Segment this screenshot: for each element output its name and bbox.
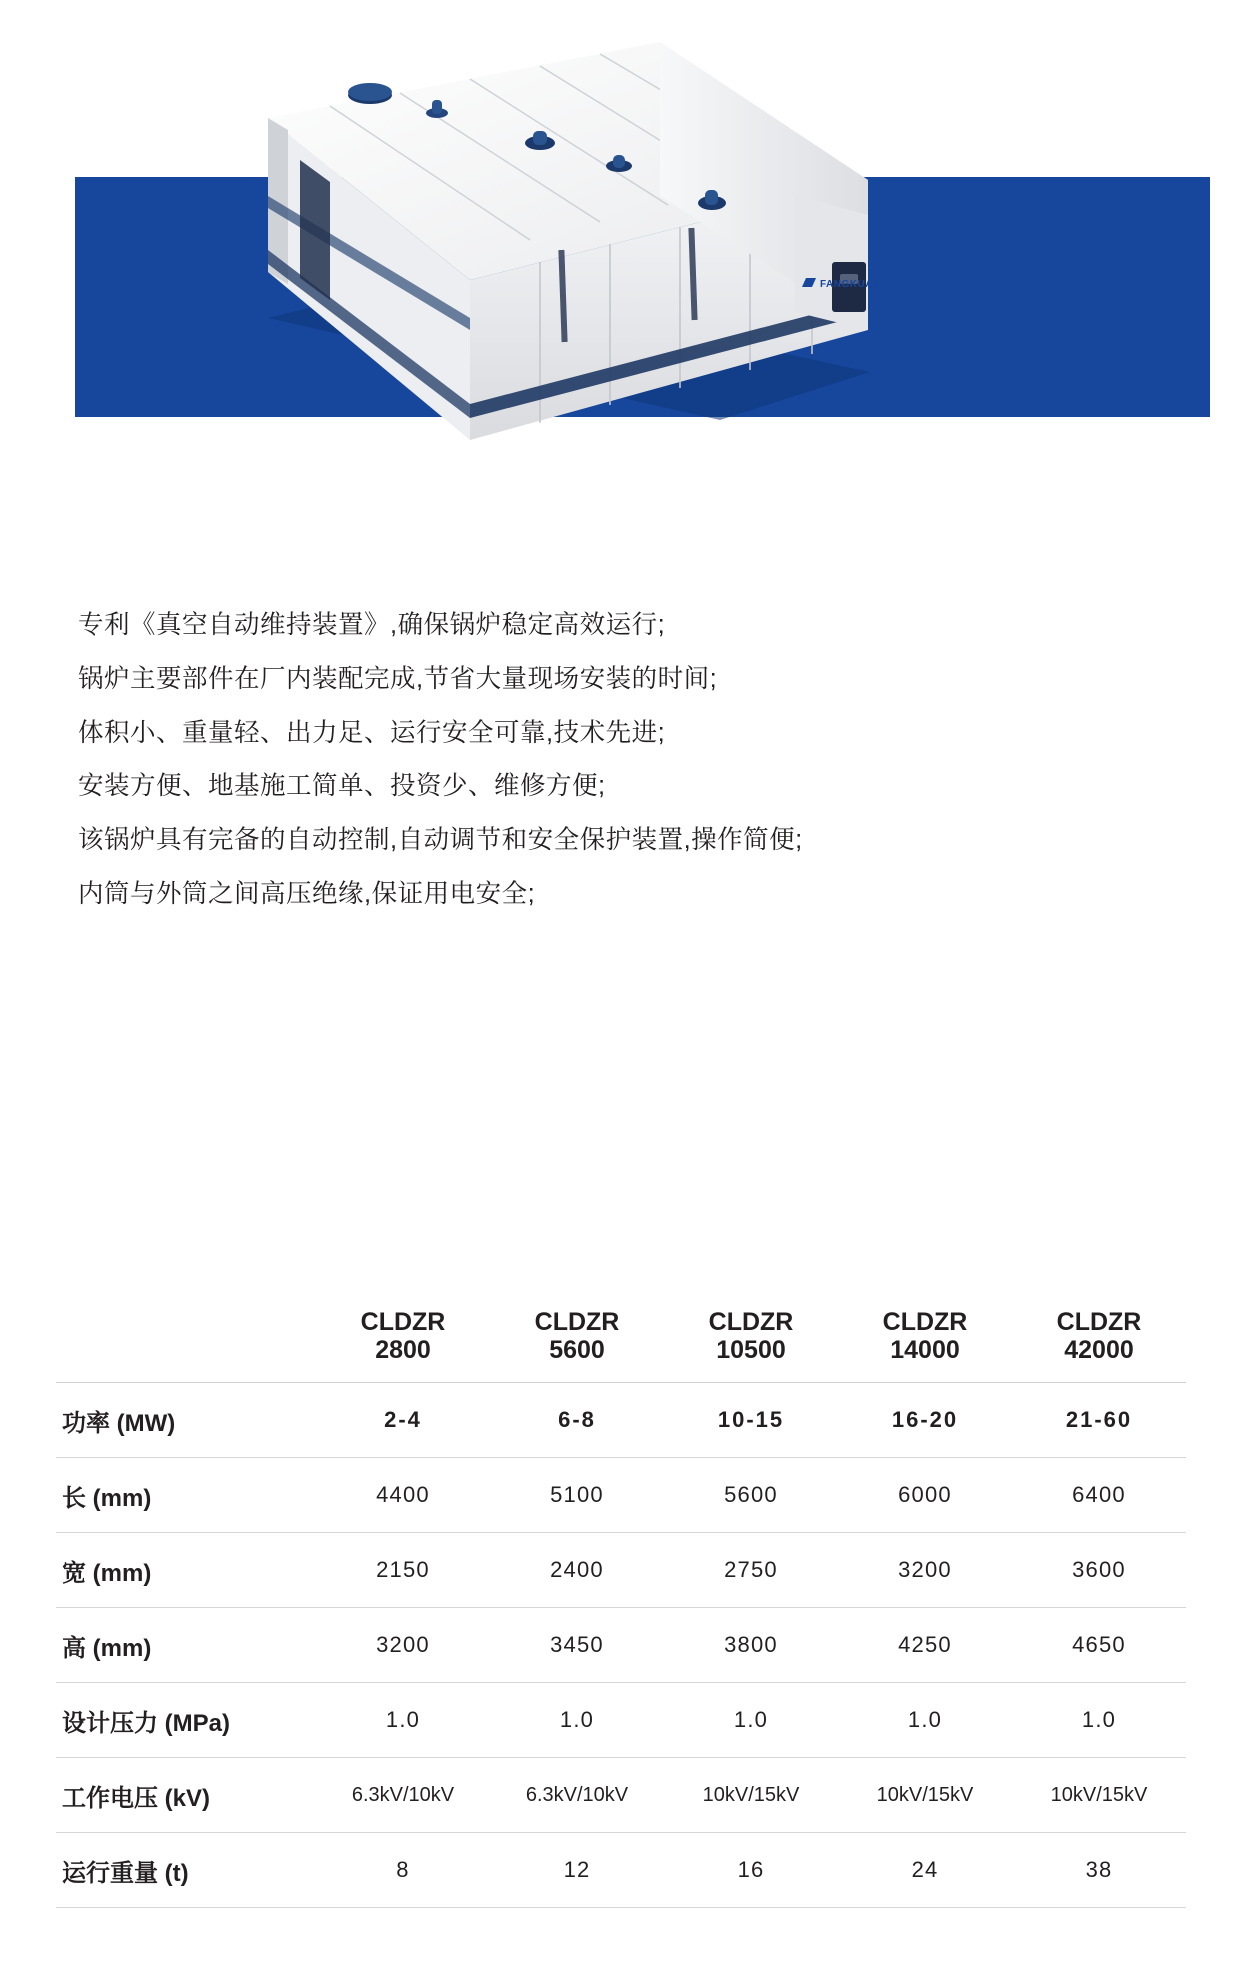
column-model-5: CLDZR [1056, 1308, 1142, 1336]
column-header-1 [316, 1290, 490, 1383]
cell-height-3: 3800 [724, 1632, 778, 1657]
cell-pressure-4: 1.0 [907, 1707, 943, 1732]
product-hero [0, 0, 1244, 470]
cell-voltage-3: 10kV/15kV [702, 1783, 800, 1806]
cell-pressure-3: 1.0 [733, 1707, 769, 1732]
cell-voltage-2: 6.3kV/10kV [525, 1783, 629, 1806]
column-header-2 [490, 1290, 664, 1383]
row-label-height: 高 (mm) [62, 1634, 152, 1662]
column-number-4: 14000 [890, 1336, 960, 1364]
cell-power-2: 6-8 [558, 1407, 596, 1432]
cell-width-2: 2400 [550, 1557, 604, 1582]
table-row [56, 1383, 1186, 1458]
column-model-2: CLDZR [534, 1308, 620, 1336]
cell-voltage-5: 10kV/15kV [1050, 1783, 1148, 1806]
cell-weight-4: 24 [911, 1857, 939, 1882]
column-number-1: 2800 [375, 1336, 431, 1364]
feature-line-6: 内筒与外筒之间高压绝缘,保证用电安全; [78, 879, 536, 908]
column-number-5: 42000 [1064, 1336, 1134, 1364]
cell-power-1: 2-4 [384, 1407, 422, 1432]
row-label-voltage: 工作电压 (kV) [62, 1784, 211, 1812]
feature-line-3: 体积小、重量轻、出力足、运行安全可靠,技术先进; [78, 718, 666, 747]
cell-width-1: 2150 [376, 1557, 430, 1582]
feature-line-4: 安装方便、地基施工简单、投资少、维修方便; [78, 772, 606, 801]
row-label-length: 长 (mm) [62, 1484, 152, 1512]
cell-length-1: 4400 [376, 1482, 430, 1507]
column-number-3: 10500 [716, 1336, 786, 1364]
cell-weight-3: 16 [737, 1857, 765, 1882]
cell-width-4: 3200 [898, 1557, 952, 1582]
row-label-width: 宽 (mm) [62, 1559, 152, 1587]
cell-pressure-5: 1.0 [1081, 1707, 1117, 1732]
cell-power-4: 16-20 [891, 1407, 959, 1432]
cell-power-3: 10-15 [717, 1407, 785, 1432]
cell-voltage-4: 10kV/15kV [876, 1783, 974, 1806]
cell-height-2: 3450 [550, 1632, 604, 1657]
cell-pressure-2: 1.0 [559, 1707, 595, 1732]
row-label-operating-weight: 运行重量 (t) [62, 1859, 189, 1887]
column-header-3 [664, 1290, 838, 1383]
cell-weight-2: 12 [563, 1857, 591, 1882]
cell-width-3: 2750 [724, 1557, 778, 1582]
cell-width-5: 3600 [1072, 1557, 1126, 1582]
column-number-2: 5600 [549, 1336, 605, 1364]
cell-pressure-1: 1.0 [385, 1707, 421, 1732]
feature-line-1: 专利《真空自动维持装置》,确保锅炉稳定高效运行; [78, 611, 666, 639]
table-header-row [56, 1290, 1186, 1383]
table-row [56, 1458, 1186, 1533]
cell-length-2: 5100 [550, 1482, 604, 1507]
cell-length-5: 6400 [1072, 1482, 1126, 1507]
cell-height-5: 4650 [1072, 1632, 1126, 1657]
table-row [56, 1833, 1186, 1908]
cell-height-4: 4250 [898, 1632, 952, 1657]
cell-power-5: 21-60 [1065, 1407, 1133, 1432]
table-row [56, 1608, 1186, 1683]
product-image [0, 0, 1244, 470]
cell-length-4: 6000 [898, 1482, 952, 1507]
column-model-4: CLDZR [882, 1308, 968, 1336]
column-header-4 [838, 1290, 1012, 1383]
specification-table [56, 1290, 1186, 1908]
column-model-3: CLDZR [708, 1308, 794, 1336]
feature-line-2: 锅炉主要部件在厂内装配完成,节省大量现场安装的时间; [78, 664, 718, 693]
feature-list [78, 612, 1158, 935]
svg-text:FANGKUAI: FANGKUAI [820, 279, 877, 290]
table-row [56, 1533, 1186, 1608]
cell-voltage-1: 6.3kV/10kV [351, 1783, 455, 1806]
specification-table-wrapper [56, 1290, 1186, 1908]
feature-line-5: 该锅炉具有完备的自动控制,自动调节和安全保护装置,操作简便; [78, 826, 803, 855]
column-model-1: CLDZR [360, 1308, 446, 1336]
row-label-power: 功率 (MW) [62, 1409, 176, 1437]
cell-height-1: 3200 [376, 1632, 430, 1657]
table-row [56, 1758, 1186, 1833]
cell-length-3: 5600 [724, 1482, 778, 1507]
row-label-design-pressure: 设计压力 (MPa) [62, 1709, 230, 1737]
cell-weight-1: 8 [396, 1857, 410, 1882]
table-corner-cell [56, 1290, 316, 1383]
table-row [56, 1683, 1186, 1758]
cell-weight-5: 38 [1085, 1857, 1113, 1882]
column-header-5 [1012, 1290, 1186, 1383]
